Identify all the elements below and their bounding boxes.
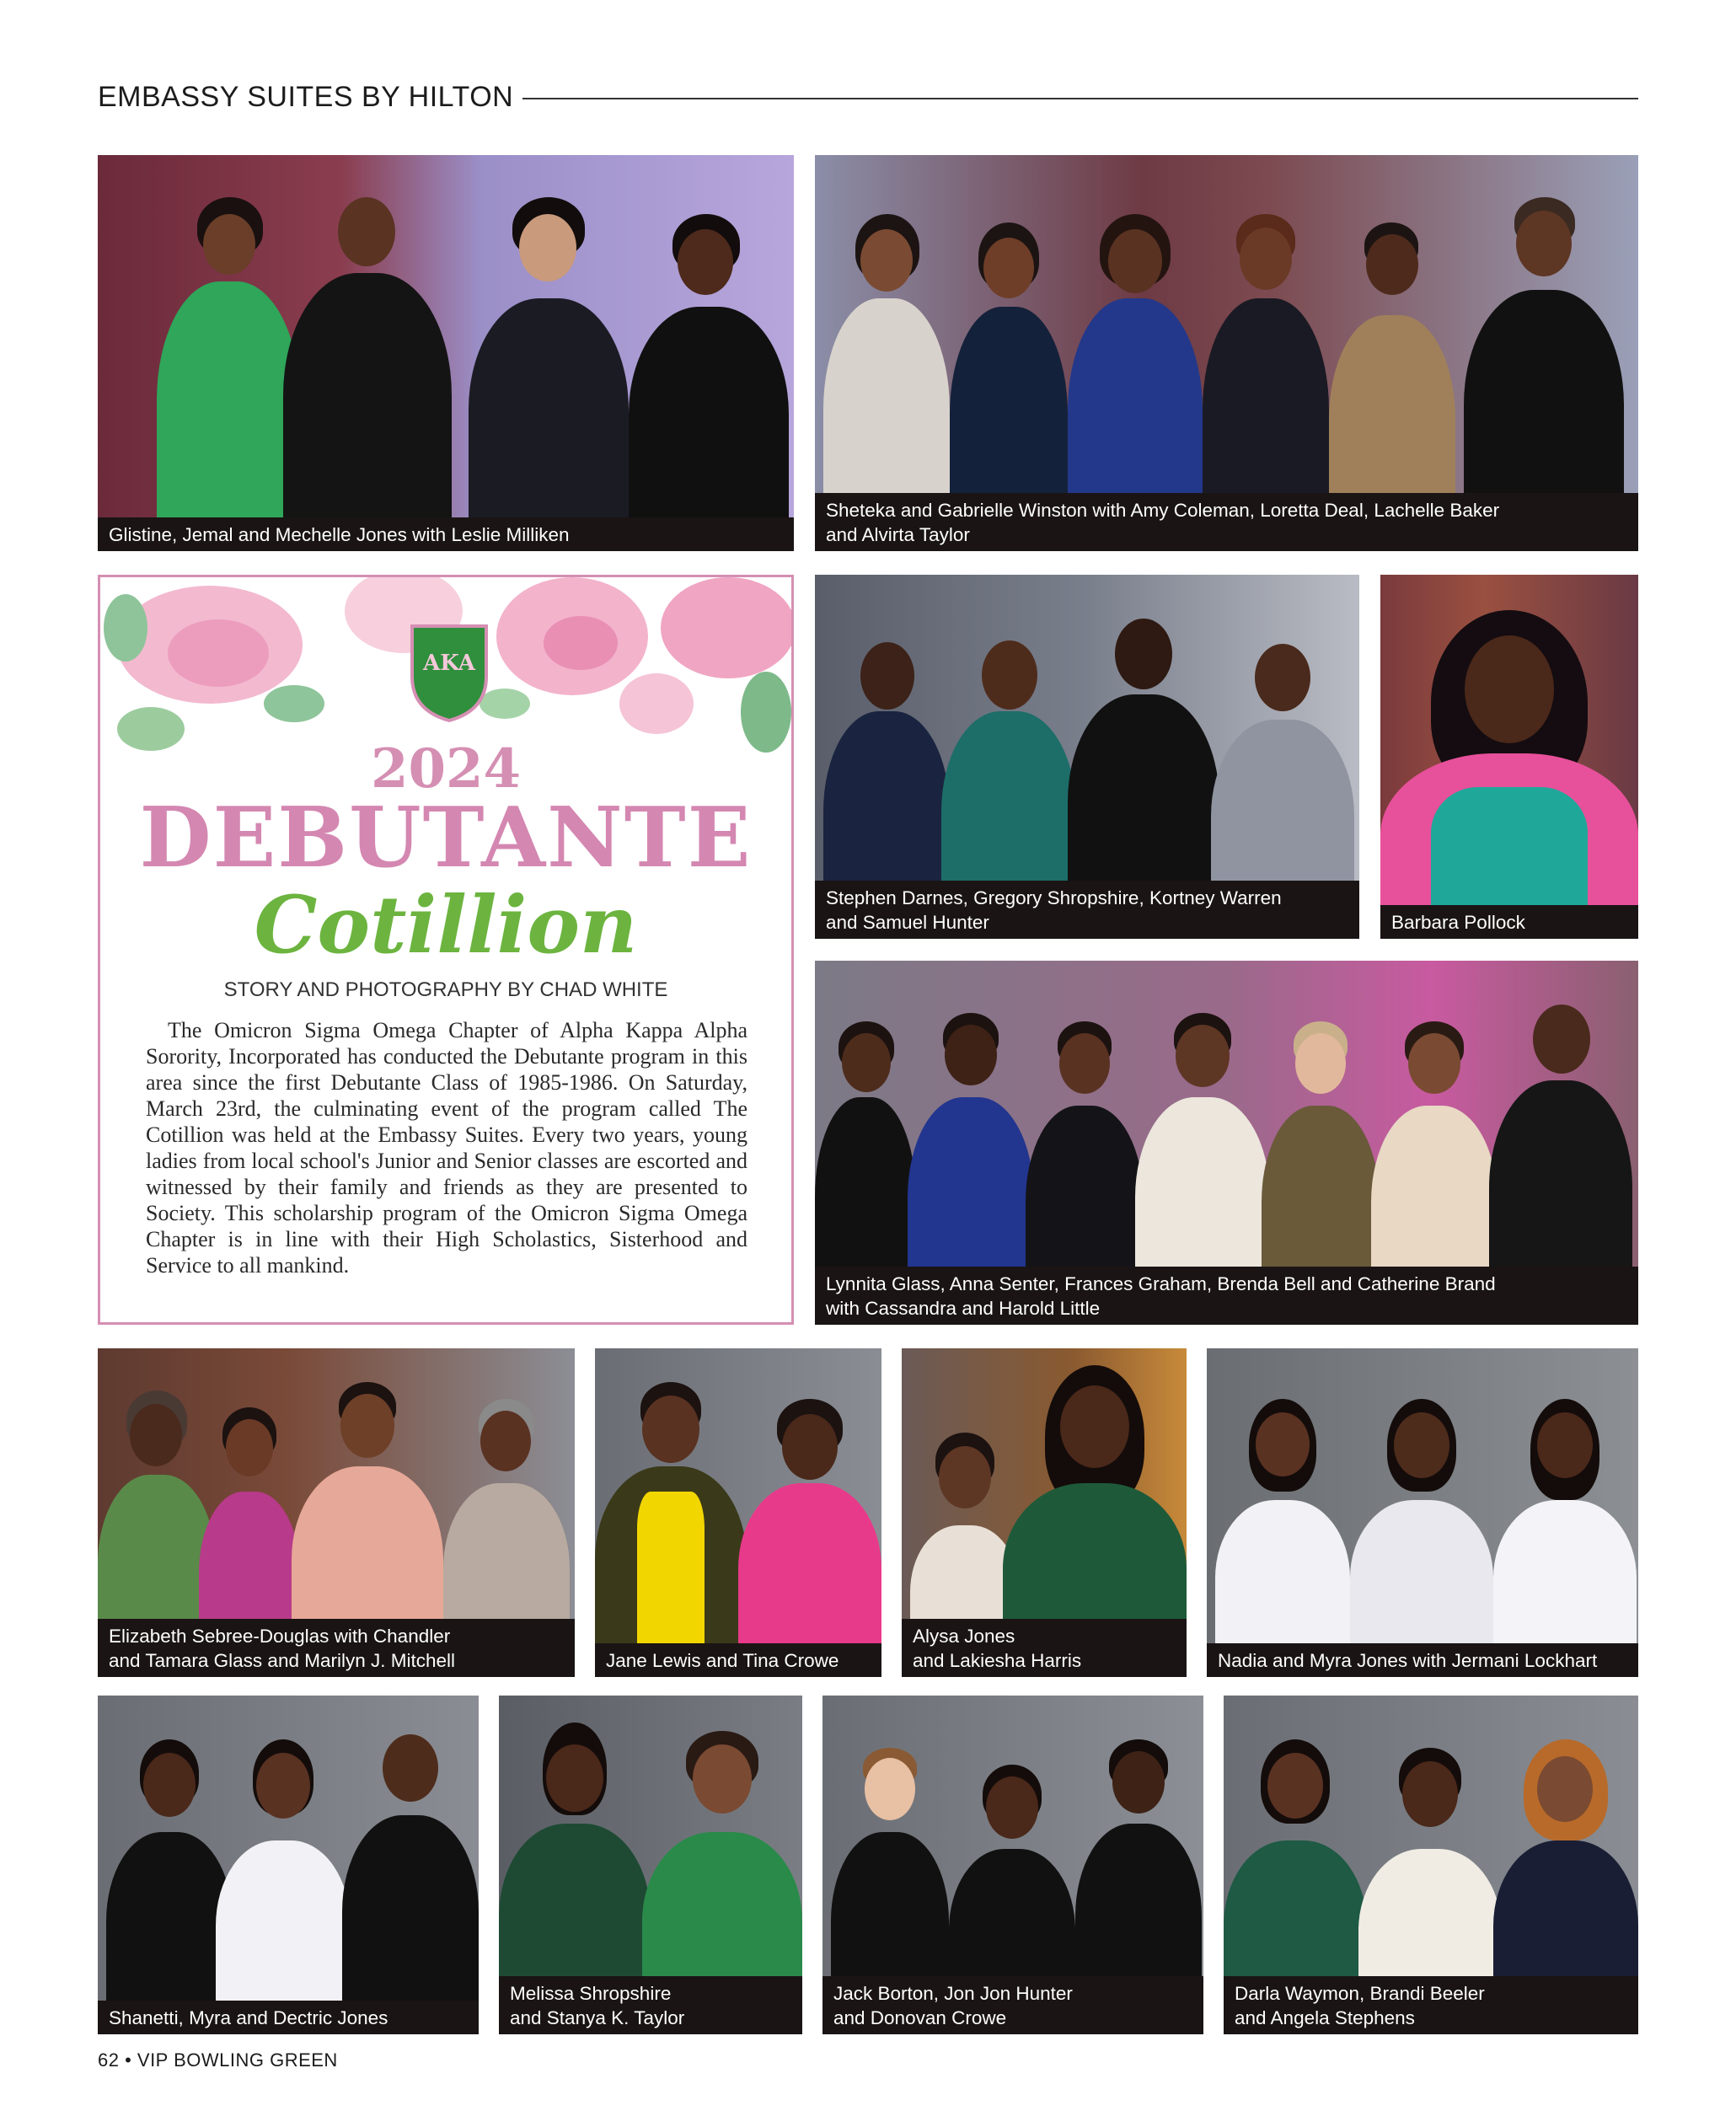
photo-caption: Jane Lewis and Tina Crowe: [595, 1643, 881, 1677]
story-title: DEBUTANTE: [139, 790, 753, 887]
page-footer: 62 • VIP BOWLING GREEN: [98, 2049, 338, 2071]
header-rule: [522, 98, 1638, 99]
aka-crest: [404, 618, 495, 722]
photo-caption: Nadia and Myra Jones with Jermani Lockhart: [1207, 1643, 1638, 1677]
photo-caption: Shanetti, Myra and Dectric Jones: [98, 2001, 479, 2034]
photo-caption: Stephen Darnes, Gregory Shropshire, Kortney Warren and Samuel Hunter: [815, 881, 1359, 939]
photo-borton-hunter-crowe: [822, 1696, 1203, 2034]
photo-winston-group: [815, 155, 1638, 551]
photo-caption: Lynnita Glass, Anna Senter, Frances Graham, Brenda Bell and Catherine Brand with Cassandra and Harold Little: [815, 1267, 1638, 1325]
photo-waymon-beeler-stephens: [1224, 1696, 1638, 2034]
photo-caption: Alysa Jones and Lakiesha Harris: [902, 1619, 1187, 1677]
photo-jones-milliken: [98, 155, 794, 551]
photo-shanetti-myra-dectric: [98, 1696, 479, 2034]
photo-nadia-myra-lockhart: [1207, 1348, 1638, 1677]
photo-lewis-crowe: [595, 1348, 881, 1677]
photo-shropshire-taylor: [499, 1696, 802, 2034]
photo-caption: Barbara Pollock: [1380, 905, 1638, 939]
photo-caption: Sheteka and Gabrielle Winston with Amy Coleman, Loretta Deal, Lachelle Baker and Alvirta Taylor: [815, 493, 1638, 551]
crest-letters: AKA: [423, 651, 475, 676]
story-box: [98, 575, 794, 1325]
photo-darnes-group: [815, 575, 1359, 939]
photo-caption: Darla Waymon, Brandi Beeler and Angela Stephens: [1224, 1976, 1638, 2034]
story-year: 2024: [370, 737, 522, 801]
photo-pollock: [1380, 575, 1638, 939]
photo-caption: Glistine, Jemal and Mechelle Jones with Leslie Milliken: [98, 517, 794, 551]
photo-caption: Elizabeth Sebree-Douglas with Chandler and Tamara Glass and Marilyn J. Mitchell: [98, 1619, 575, 1677]
photo-caption: Jack Borton, Jon Jon Hunter and Donovan Crowe: [822, 1976, 1203, 2034]
story-byline: STORY AND PHOTOGRAPHY BY CHAD WHITE: [223, 978, 668, 1001]
story-subtitle: Cotillion: [254, 879, 638, 972]
story-body: The Omicron Sigma Omega Chapter of Alpha Kappa Alpha Sorority, Incorporated has conducted the Debutante program in this area since the first Debutante Class of 1985-1986. On Saturday, March 23rd, the culminating event of the program called The Cotillion was held at the Embassy Suites. Every two years, young ladies from local school's Junior and Senior classes are escorted and witnessed by their family and friends as they are presented to Society. This scholarship program of the Omicron Sigma Omega Chapter is in line with their High Scholastics, Sisterhood and Service to all mankind.: [146, 1018, 747, 1278]
photo-glass-group: [815, 961, 1638, 1325]
photo-sebree-douglas: [98, 1348, 575, 1677]
section-header: EMBASSY SUITES BY HILTON: [98, 81, 514, 113]
photo-jones-harris: [902, 1348, 1187, 1677]
photo-caption: Melissa Shropshire and Stanya K. Taylor: [499, 1976, 802, 2034]
